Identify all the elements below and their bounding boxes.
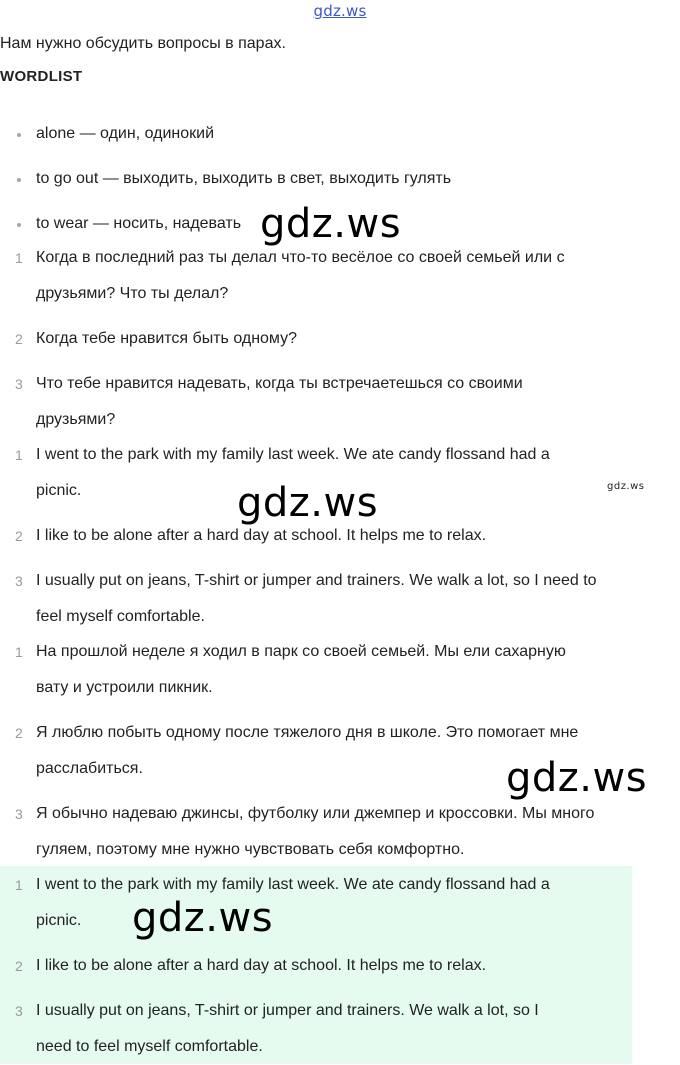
item-number: 2 xyxy=(15,528,23,544)
item-line: I like to be alone after a hard day at school. It helps me to relax. xyxy=(36,957,487,974)
item-line: вату и устроили пикник. xyxy=(36,679,213,696)
item-number: 3 xyxy=(15,573,23,589)
item-number: 2 xyxy=(15,725,23,741)
bullet-dot-icon xyxy=(17,133,21,137)
item-line: need to feel myself comfortable. xyxy=(36,1038,263,1055)
item-line: гуляем, поэтому мне нужно чувствовать себя комфортно. xyxy=(36,841,465,858)
item-number: 3 xyxy=(15,376,23,392)
item-number: 1 xyxy=(15,250,23,266)
bullet-dot-icon xyxy=(17,178,21,182)
item-line: picnic. xyxy=(36,482,82,499)
item-line: Когда в последний раз ты делал что-то весёлое со своей семьей или с xyxy=(36,249,565,266)
item-line: feel myself comfortable. xyxy=(36,608,205,625)
item-number: 1 xyxy=(15,447,23,463)
item-line: На прошлой неделе я ходил в парк со своей семьей. Мы ели сахарную xyxy=(36,643,566,660)
item-line: Когда тебе нравится быть одному? xyxy=(36,330,298,347)
bullet-dot-icon xyxy=(17,223,21,227)
wordlist-heading: WORDLIST xyxy=(0,68,83,85)
watermark-top-link[interactable]: gdz.ws xyxy=(313,2,367,20)
item-number: 2 xyxy=(15,331,23,347)
wordlist-item-text: to wear — носить, надевать xyxy=(36,215,242,232)
item-line: расслабиться. xyxy=(36,760,143,777)
item-line: I usually put on jeans, T-shirt or jumper and trainers. We walk a lot, so I xyxy=(36,1002,539,1019)
item-line: picnic. xyxy=(36,912,82,929)
item-line: Что тебе нравится надевать, когда ты встречаетешься со своими xyxy=(36,375,523,392)
watermark-logo: gdz.ws xyxy=(132,895,274,941)
item-number: 1 xyxy=(15,877,23,893)
intro-text: Нам нужно обсудить вопросы в парах. xyxy=(0,35,286,52)
item-line: I went to the park with my family last week. We ate candy flossand had a xyxy=(36,876,550,893)
item-number: 1 xyxy=(15,644,23,660)
wordlist-item-text: to go out — выходить, выходить в свет, выходить гулять xyxy=(36,170,452,187)
item-number: 3 xyxy=(15,806,23,822)
item-number: 2 xyxy=(15,958,23,974)
item-line: Я обычно надеваю джинсы, футболку или джемпер и кроссовки. Мы много xyxy=(36,805,595,822)
watermark-logo: gdz.ws xyxy=(506,755,648,801)
watermark-logo: gdz.ws xyxy=(260,201,402,247)
wordlist-item-text: alone — один, одинокий xyxy=(36,125,215,142)
watermark-logo: gdz.ws xyxy=(237,480,379,526)
item-line: друзьями? Что ты делал? xyxy=(36,285,229,302)
item-line: I like to be alone after a hard day at school. It helps me to relax. xyxy=(36,527,487,544)
item-line: друзьями? xyxy=(36,411,116,428)
item-line: I went to the park with my family last week. We ate candy flossand had a xyxy=(36,446,550,463)
item-line: I usually put on jeans, T-shirt or jumper and trainers. We walk a lot, so I need to xyxy=(36,572,597,589)
item-line: Я люблю побыть одному после тяжелого дня в школе. Это помогает мне xyxy=(36,724,579,741)
item-number: 3 xyxy=(15,1003,23,1019)
watermark-small: gdz.ws xyxy=(607,481,645,492)
